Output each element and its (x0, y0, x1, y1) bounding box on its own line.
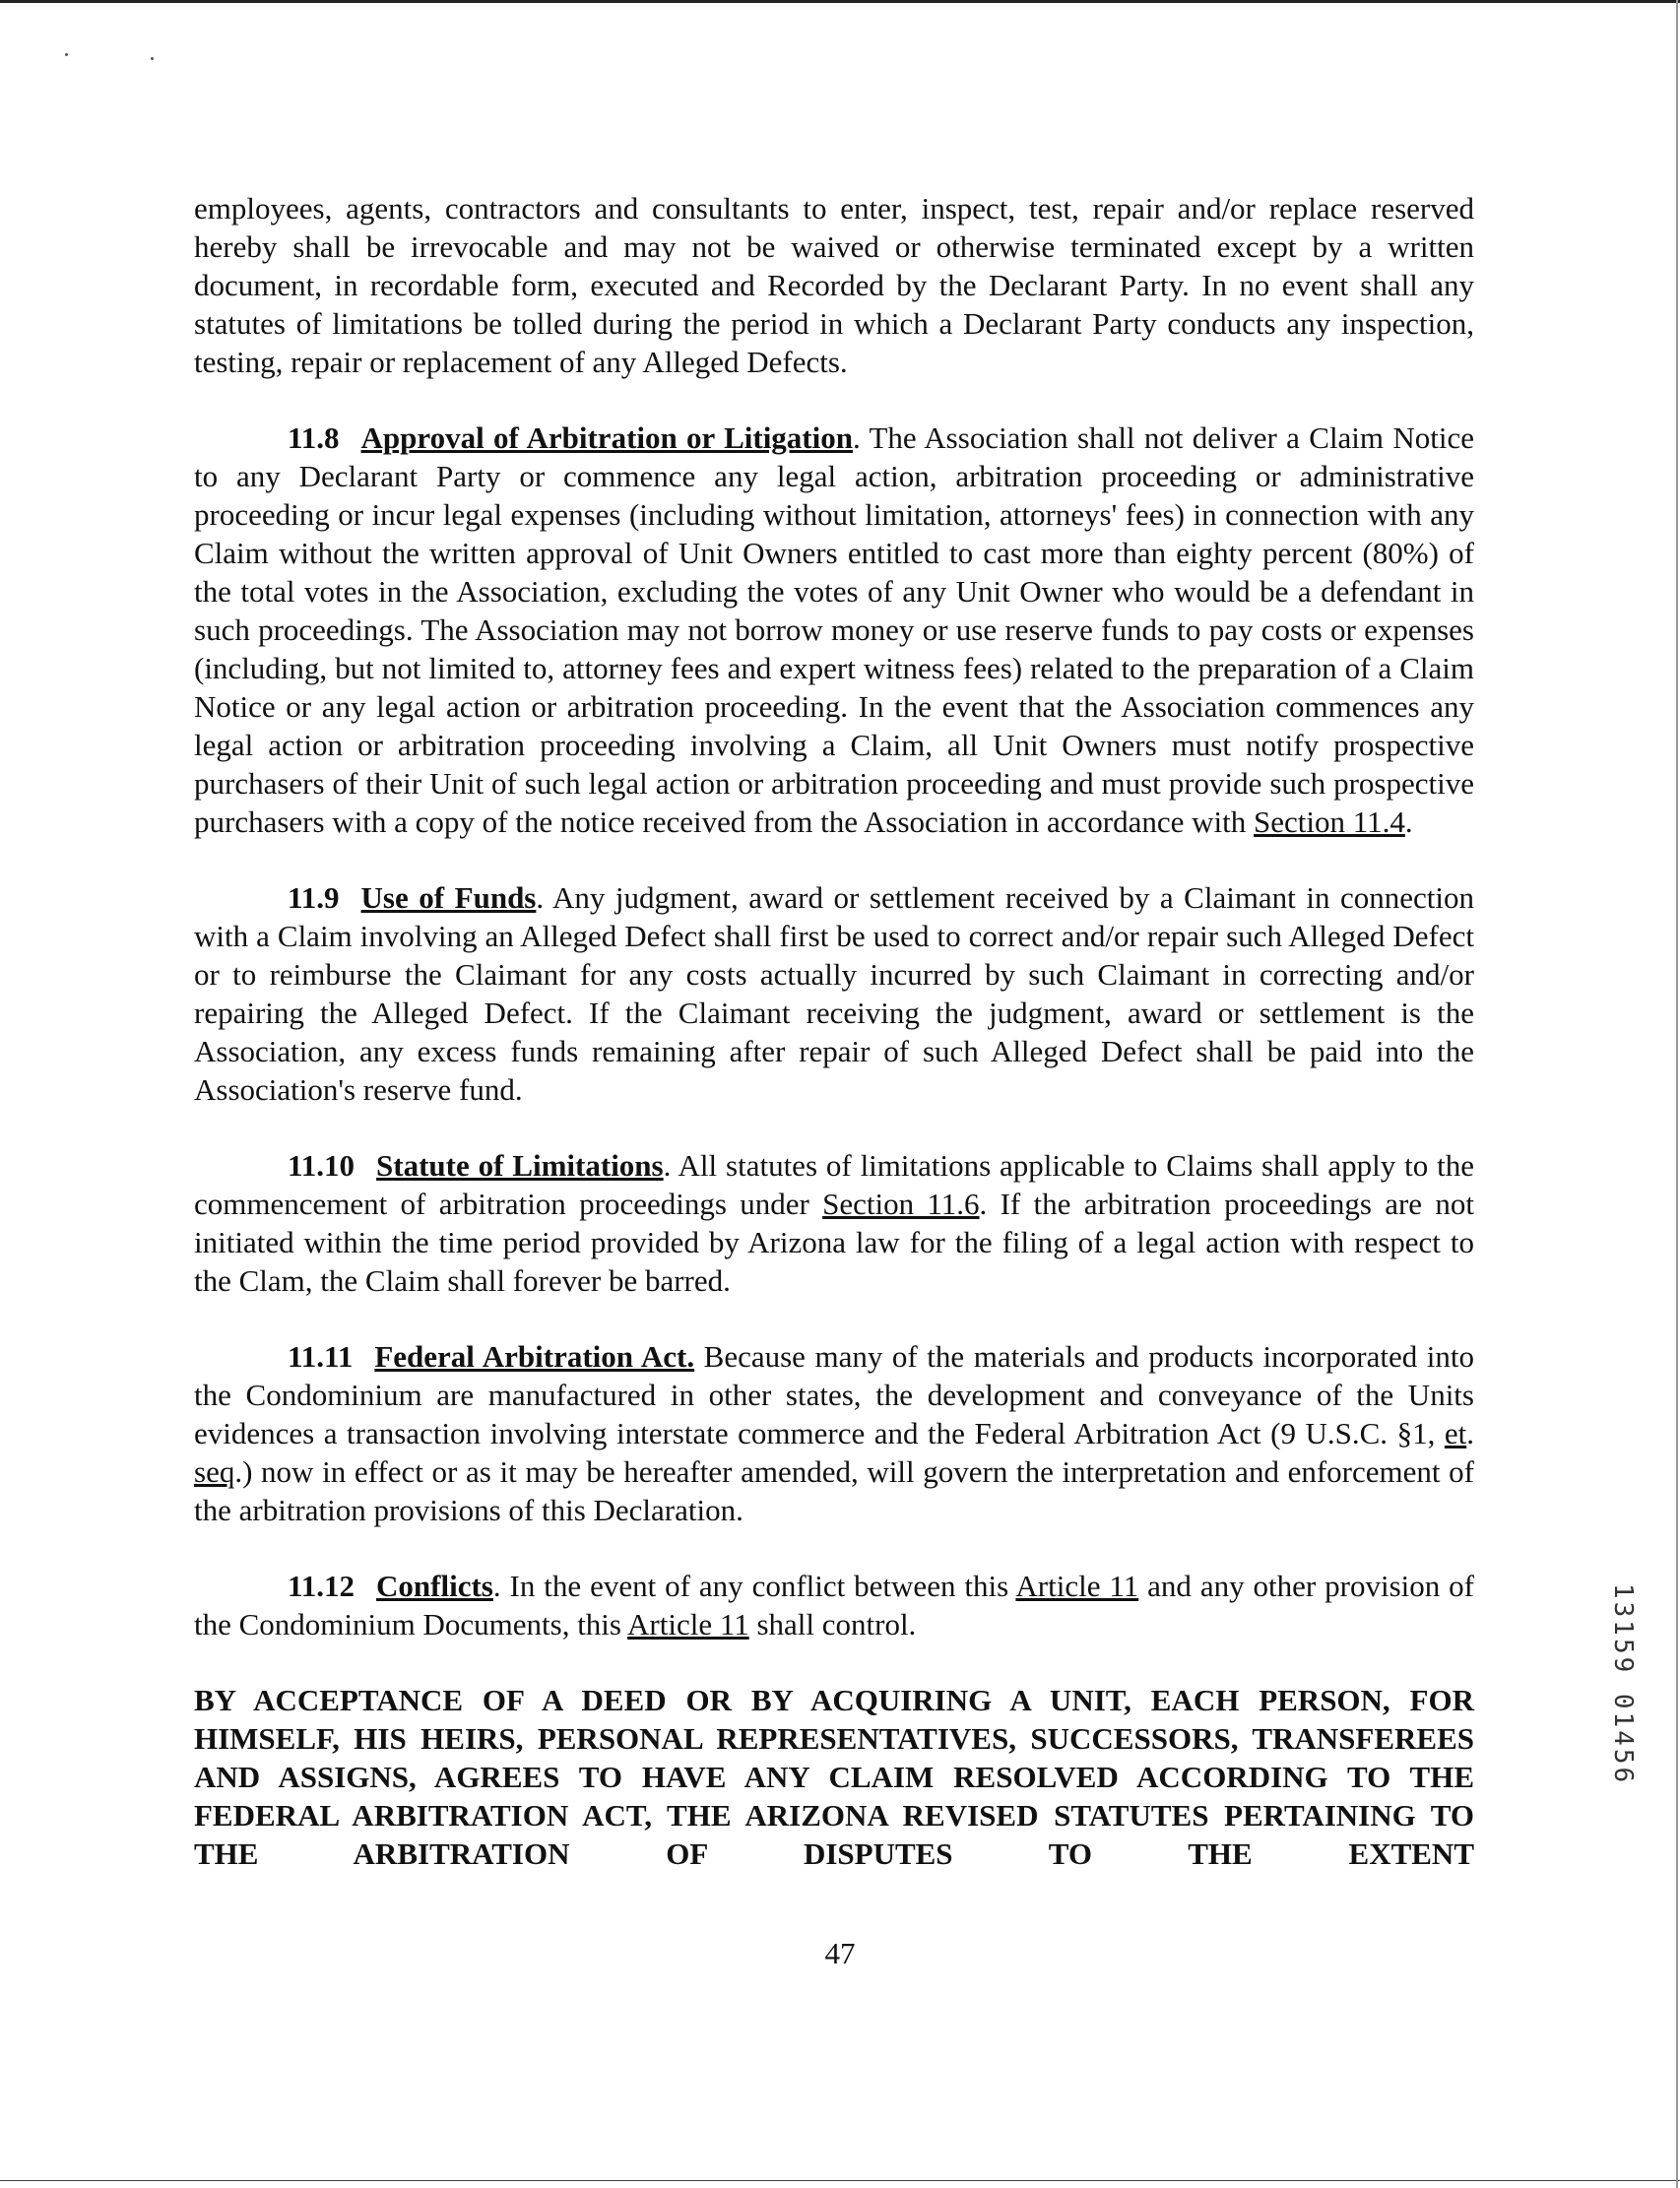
section-text-end: shall control. (748, 1607, 917, 1641)
section-11-9 (194, 878, 1474, 1109)
section-text: . All statutes of limitations applicable to Claims shall apply to the commencement of arbitration proceedings under (194, 1148, 1475, 1221)
section-title: Statute of Limitations (376, 1148, 664, 1183)
recording-stamp-text: 13159 01456 (1608, 1583, 1638, 1786)
article-reference: Article 11 (627, 1607, 749, 1641)
section-11-8 (194, 418, 1474, 841)
article-reference: Article 11 (1015, 1569, 1139, 1603)
section-text-end: . (1404, 804, 1413, 839)
acceptance-clause (194, 1681, 1474, 1873)
document-body (194, 189, 1474, 1873)
section-11-11 (194, 1337, 1474, 1529)
scan-speck (65, 53, 68, 56)
section-number: 11.12 (288, 1569, 355, 1603)
section-number: 11.11 (288, 1339, 354, 1374)
section-text: . Any judgment, award or settlement received by a Claimant in connection with a Claim involving an Alleged Defect shall first be used to correct and/or repair such Alleged Defect or to reimburse the Claimant for any costs actually incurred by such Claimant in correcting and/or repairing the Alleged Defect. If the Claimant receiving the judgment, award or settlement is the Association, any excess funds remaining after repair of such Alleged Defect shall be paid into the Association's reserve fund. (194, 880, 1474, 1107)
scan-speck (151, 57, 154, 60)
section-text-end: .) now in effect or as it may be hereafter amended, will govern the interpretation and enforcement of the arbitration provisions of this Declaration. (194, 1454, 1474, 1527)
section-text: . In the event of any conflict between this (492, 1569, 1016, 1603)
acceptance-clause-text: BY ACCEPTANCE OF A DEED OR BY ACQUIRING A UNIT, EACH PERSON, FOR HIMSELF, HIS HEIRS, PERSONAL REPRESENTATIVES, SUCCESSORS, TRANSFEREES AND ASSIGNS, AGREES TO HAVE ANY CLAIM RESOLVED ACCORDING TO THE FEDERAL ARBITRATION ACT, THE ARIZONA REVISED STATUTES PERTAINING TO THE ARBITRATION OF DISPUTES TO THE EXTENT (194, 1683, 1474, 1871)
section-number: 11.10 (288, 1148, 355, 1183)
section-title: Conflicts (376, 1569, 493, 1603)
scan-edge-right (1676, 0, 1678, 2188)
section-text-mid: . (1466, 1416, 1474, 1450)
seq-abbrev: seq (194, 1454, 235, 1489)
intro-text: employees, agents, contractors and consultants to enter, inspect, test, repair and/or replace reserved hereby shall be irrevocable and may not be waived or otherwise terminated except by a written document, in recordable form, executed and Recorded by the Declarant Party. In no event shall any statutes of limitations be tolled during the period in which a Declarant Party conducts any inspection, testing, repair or replacement of any Alleged Defects. (194, 191, 1474, 379)
section-title: Use of Funds (360, 880, 537, 915)
section-11-12 (194, 1567, 1474, 1643)
section-text-end: . If the arbitration proceedings are not initiated within the time period provided by Arizona law for the filing of a legal action with respect to the Clam, the Claim shall forever be barred. (194, 1187, 1474, 1298)
section-title: Approval of Arbitration or Litigation (360, 420, 853, 455)
section-text: . The Association shall not deliver a Claim Notice to any Declarant Party or commence any legal action, arbitration proceeding or administrative proceeding or incur legal expenses (including without limitation, attorneys' fees) in connection with any Claim without the written approval of Unit Owners entitled to cast more than eighty percent (80%) of the total votes in the Association, excluding the votes of any Unit Owner who would be a defendant in such proceedings. The Association may not borrow money or use reserve funds to pay costs or expenses (including, but not limited to, attorney fees and expert witness fees) related to the preparation of a Claim Notice or any legal action or arbitration proceeding. In the event that the Association commences any legal action or arbitration proceeding involving a Claim, all Unit Owners must notify prospective purchasers of their Unit of such legal action or arbitration proceeding and must provide such prospective purchasers with a copy of the notice received from the Association in accordance with (194, 420, 1474, 839)
page-number: 47 (824, 1936, 856, 1970)
recording-stamp (1608, 1583, 1638, 1820)
section-text-mid: and any other provision of the Condominium Documents, this (194, 1569, 1474, 1641)
section-11-10 (194, 1146, 1474, 1300)
intro-paragraph (194, 189, 1474, 381)
section-title: Federal Arbitration Act. (374, 1339, 695, 1374)
section-number: 11.9 (288, 880, 340, 915)
section-reference: Section 11.4 (1254, 804, 1405, 839)
scan-edge-top (0, 0, 1680, 3)
section-reference: Section 11.6 (822, 1187, 980, 1221)
section-number: 11.8 (288, 420, 340, 455)
section-text: Because many of the materials and products incorporated into the Condominium are manufactured in other states, the development and conveyance of the Units evidences a transaction involving interstate commerce and the Federal Arbitration Act (9 U.S.C. §1, (194, 1339, 1474, 1450)
et-abbrev: et (1444, 1416, 1467, 1450)
scan-edge-bottom (0, 2180, 1680, 2181)
